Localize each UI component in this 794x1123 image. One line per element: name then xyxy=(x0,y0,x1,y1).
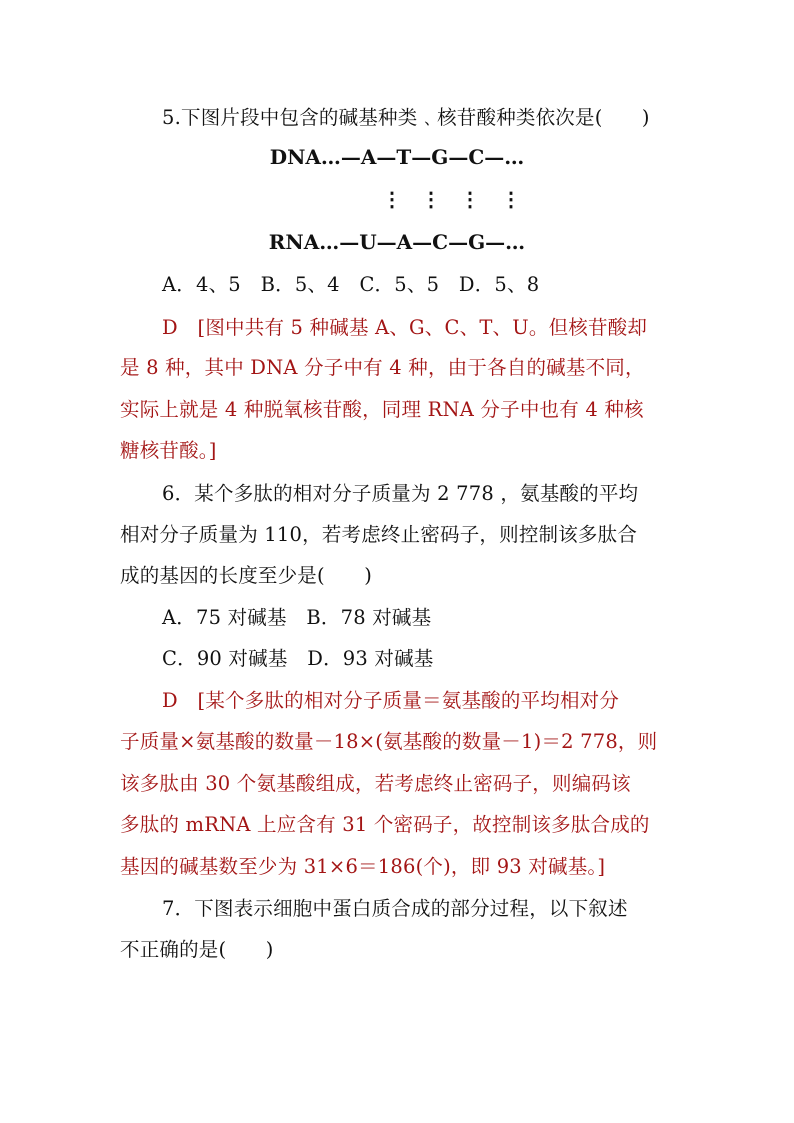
q5-options: A．4、5 B．5、4 C．5、5 D．5、8 xyxy=(162,273,540,296)
pairing-mark: ⋮ xyxy=(460,187,480,211)
q7-stem-line: 不正确的是( ) xyxy=(120,938,274,961)
pairing-mark: ⋮ xyxy=(501,187,521,211)
q6-stem-line: 相对分子质量为 110，若考虑终止密码子，则控制该多肽合 xyxy=(120,523,638,546)
q6-answer-line: 多肽的 mRNA 上应含有 31 个密码子，故控制该多肽合成的 xyxy=(120,813,650,836)
q6-answer-line: D [某个多肽的相对分子质量＝氨基酸的平均相对分 xyxy=(162,689,620,712)
q6-answer-line: 基因的碱基数至少为 31×6＝186(个)，即 93 对碱基。] xyxy=(120,855,606,878)
q5-answer-line: 实际上就是 4 种脱氧核苷酸，同理 RNA 分子中也有 4 种核 xyxy=(120,398,644,421)
q5-dna-strand: DNA…—A—T—G—C—… xyxy=(269,145,525,169)
q5-answer-line: D [图中共有 5 种碱基 A、G、C、T、U。但核苷酸却 xyxy=(162,316,648,339)
q5-answer-line: 糖核苷酸。] xyxy=(120,439,217,462)
q5-answer-line: 是 8 种，其中 DNA 分子中有 4 种，由于各自的碱基不同， xyxy=(120,356,645,379)
q6-answer-line: 子质量×氨基酸的数量－18×(氨基酸的数量－1)＝2 778，则 xyxy=(120,730,658,753)
q7-stem-line: 7．下图表示细胞中蛋白质合成的部分过程，以下叙述 xyxy=(162,897,628,920)
q5-rna-strand: RNA…—U—A—C—G—… xyxy=(268,230,526,254)
q6-options-line: A．75 对碱基 B．78 对碱基 xyxy=(162,606,432,629)
q6-answer-line: 该多肽由 30 个氨基酸组成，若考虑终止密码子，则编码该 xyxy=(120,772,631,795)
q6-options-line: C．90 对碱基 D．93 对碱基 xyxy=(162,647,434,670)
pairing-mark: ⋮ xyxy=(421,187,441,211)
q6-stem-line: 成的基因的长度至少是( ) xyxy=(120,564,373,587)
q6-stem-line: 6．某个多肽的相对分子质量为 2 778 ，氨基酸的平均 xyxy=(162,482,639,505)
q5-stem: 5.下图片段中包含的碱基种类﹑核苷酸种类依次是( ) xyxy=(162,106,650,129)
pairing-mark: ⋮ xyxy=(382,187,402,211)
q5-pairing-marks xyxy=(0,186,794,212)
